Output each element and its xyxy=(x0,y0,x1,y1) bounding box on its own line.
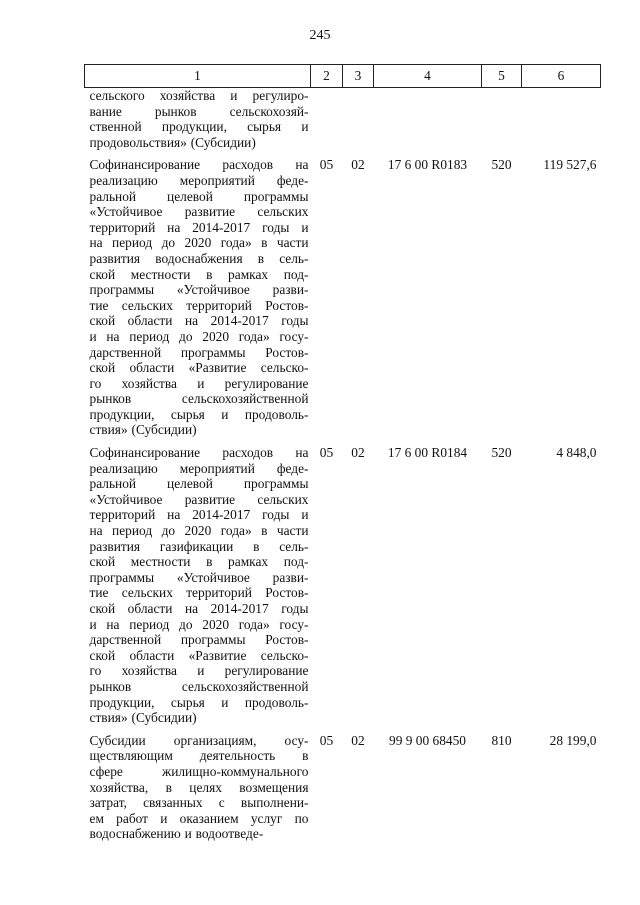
description-line: рынков сельскохозяйственной xyxy=(89,391,309,407)
description-line: ской области на 2014-2017 годы xyxy=(89,313,309,329)
table-row xyxy=(85,441,601,729)
description-line: продукции, сырья и продоволь- xyxy=(89,694,309,710)
description-line: ральной целевой программы xyxy=(89,188,309,204)
description-line: ственной продукции, сырья и xyxy=(89,119,309,135)
expense-type-code: 520 xyxy=(491,445,512,461)
description-line: ской области на 2014-2017 годы xyxy=(89,601,309,616)
row-description xyxy=(85,729,311,845)
table-row xyxy=(85,88,601,154)
description-line: ской области «Развитие сельско- xyxy=(89,647,309,663)
row-description xyxy=(85,441,311,729)
amount-value: 28 199,0 xyxy=(549,732,597,748)
description-line: рынков сельскохозяйственной xyxy=(89,678,309,694)
description-line: тие сельских территорий Ростов- xyxy=(89,297,309,313)
description-line: затрат, связанных с выполнени- xyxy=(89,795,309,811)
amount-value: 4 848,0 xyxy=(556,445,597,461)
table-header xyxy=(85,65,601,88)
description-line: реализацию мероприятий феде- xyxy=(89,172,309,188)
target-article-code: 99 9 00 68450 xyxy=(389,732,466,748)
expense-type-code: 520 xyxy=(491,157,512,173)
description-line: дарственной программы Ростов- xyxy=(89,632,309,648)
description-line: территорий на 2014-2017 годы и xyxy=(89,507,309,523)
description-line: го хозяйства и регулирование xyxy=(89,375,309,391)
description-line: го хозяйства и регулирование xyxy=(89,663,309,679)
description-line: продовольствия» (Субсидии) xyxy=(89,134,256,150)
description-line: территорий на 2014-2017 годы и xyxy=(89,219,309,235)
description-line: на период до 2020 года» в части xyxy=(89,523,309,539)
description-line: Софинансирование расходов на xyxy=(89,157,309,173)
description-line: на период до 2020 года» в части xyxy=(89,235,309,251)
description-line: развития газификации в сель- xyxy=(89,538,309,554)
section-code: 05 xyxy=(319,732,334,748)
subsection-code: 02 xyxy=(351,732,365,748)
section-code: 05 xyxy=(319,445,334,461)
description-line: и на период до 2020 года» госу- xyxy=(89,328,309,344)
target-article-code: 17 6 00 R0184 xyxy=(387,445,468,461)
table-row xyxy=(85,729,601,845)
column-header-5: 5 xyxy=(482,65,522,88)
amount-value: 119 527,6 xyxy=(543,157,597,173)
description-line: сельского хозяйства и регулиро- xyxy=(89,88,309,103)
target-article-code: 17 6 00 R0183 xyxy=(387,157,468,173)
amount-value xyxy=(522,88,601,154)
description-line: вание рынков сельскохозяй- xyxy=(89,103,309,119)
page-number: 245 xyxy=(309,28,331,43)
column-header-1: 1 xyxy=(85,65,311,88)
description-line: ской области «Развитие сельско- xyxy=(89,360,309,376)
target-article-code xyxy=(374,88,482,154)
description-line: ральной целевой программы xyxy=(89,476,309,492)
subsection-code: 02 xyxy=(351,157,365,173)
column-header-2: 2 xyxy=(311,65,343,88)
description-line: «Устойчивое развитие сельских xyxy=(89,204,309,220)
description-line: дарственной программы Ростов- xyxy=(89,344,309,360)
description-line: реализацию мероприятий феде- xyxy=(89,460,309,476)
description-line: хозяйства, в целях возмещения xyxy=(89,779,309,795)
section-code xyxy=(311,88,343,154)
column-header-3: 3 xyxy=(343,65,374,88)
row-description xyxy=(85,153,311,441)
description-line: тие сельских территорий Ростов- xyxy=(89,585,309,601)
column-header-4: 4 xyxy=(374,65,482,88)
expense-type-code: 810 xyxy=(491,732,512,748)
section-code: 05 xyxy=(319,157,334,173)
subsection-code: 02 xyxy=(351,445,365,461)
budget-table xyxy=(84,64,601,845)
table-body xyxy=(85,88,601,845)
description-line: Софинансирование расходов на xyxy=(89,445,309,461)
description-line: сфере жилищно-коммунального xyxy=(89,763,309,779)
subsection-code xyxy=(343,88,374,154)
description-line: ской местности в рамках под- xyxy=(89,554,309,570)
description-line: и на период до 2020 года» госу- xyxy=(89,616,309,632)
expense-type-code xyxy=(482,88,522,154)
table-row xyxy=(85,153,601,441)
column-header-6: 6 xyxy=(522,65,601,88)
description-line: Субсидии организациям, осу- xyxy=(89,732,309,748)
description-line: ствия» (Субсидии) xyxy=(89,422,197,438)
description-line: развития водоснабжения в сель- xyxy=(89,250,309,266)
row-description xyxy=(85,88,311,154)
description-line: ществляющим деятельность в xyxy=(89,748,309,764)
description-line: водоснабжению и водоотведе- xyxy=(89,826,264,842)
description-line: программы «Устойчивое разви- xyxy=(89,569,309,585)
description-line: ствия» (Субсидии) xyxy=(89,710,197,726)
description-line: ем работ и оказанием услуг по xyxy=(89,810,309,826)
description-line: программы «Устойчивое разви- xyxy=(89,282,309,298)
description-line: продукции, сырья и продоволь- xyxy=(89,406,309,422)
description-line: «Устойчивое развитие сельских xyxy=(89,491,309,507)
description-line: ской местности в рамках под- xyxy=(89,266,309,282)
